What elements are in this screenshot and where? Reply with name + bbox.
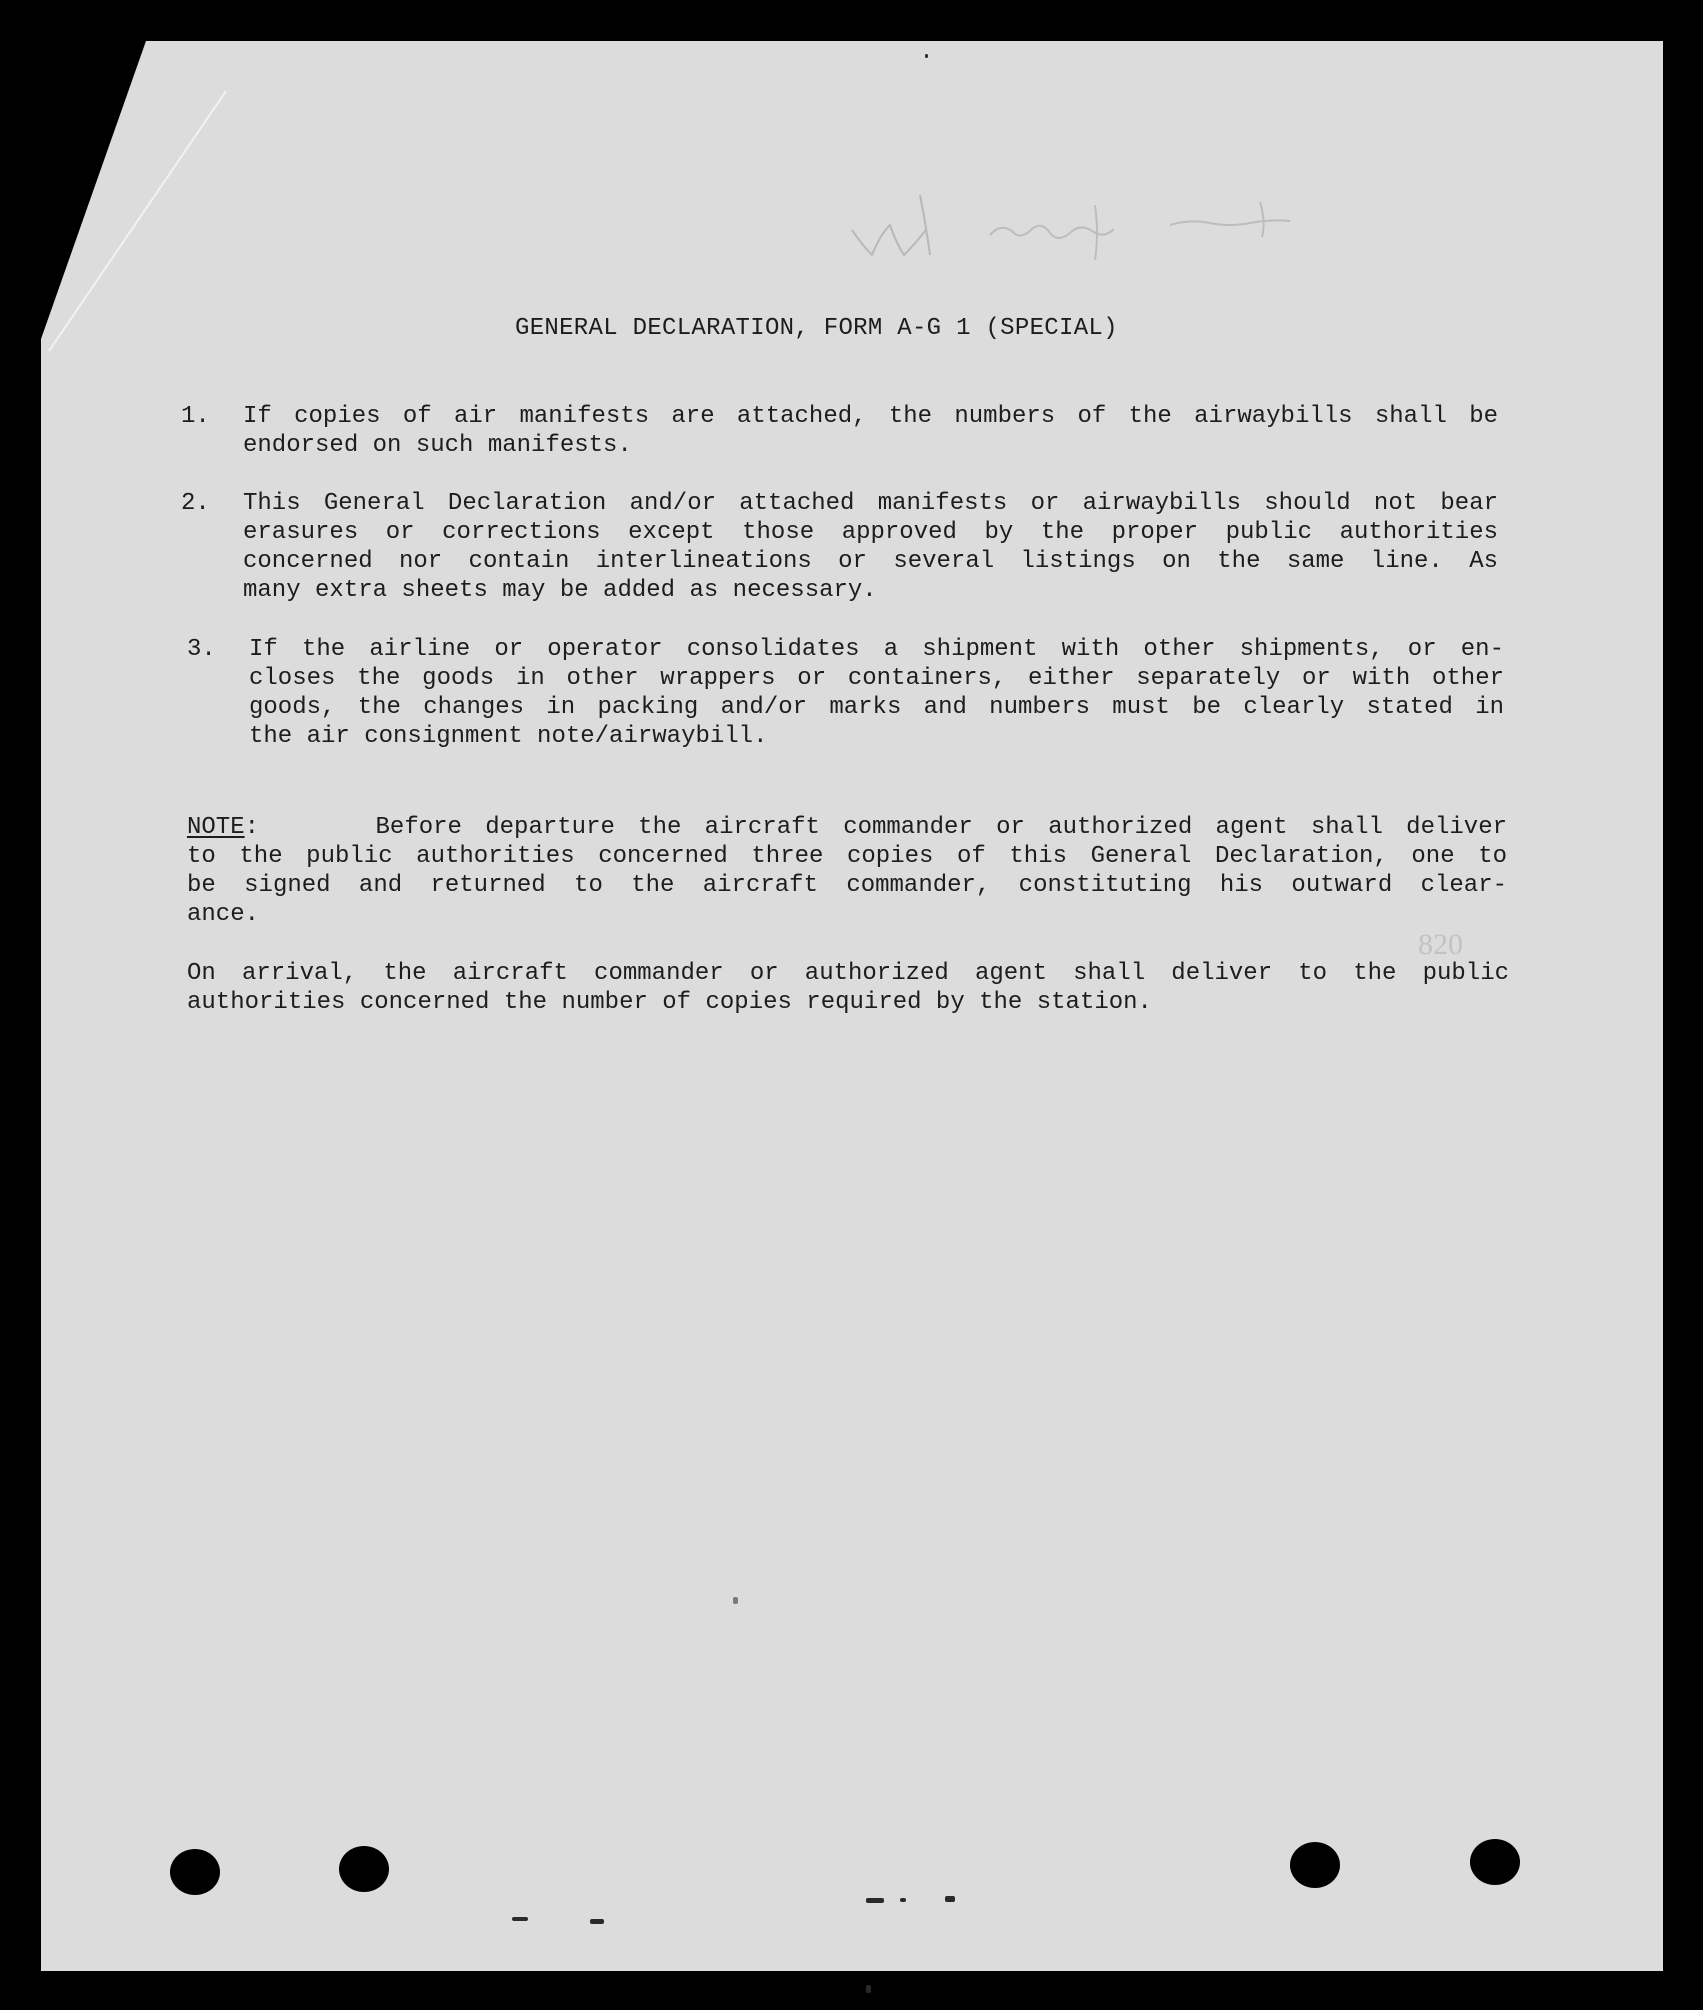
list-item-line: erasures or corrections except those approved by the proper public authorities xyxy=(243,519,1498,546)
list-item-line: goods, the changes in packing and/or marks and numbers must be clearly stated in xyxy=(249,694,1504,721)
note-line: ance. xyxy=(187,901,260,928)
note-line: be signed and returned to the aircraft commander, constituting his outward clear- xyxy=(187,872,1507,899)
paper-speck xyxy=(900,1898,906,1902)
page-title: GENERAL DECLARATION, FORM A-G 1 (SPECIAL) xyxy=(515,315,1118,342)
list-item xyxy=(243,402,1498,460)
paper-speck xyxy=(945,1896,955,1902)
arrival-line: authorities concerned the number of copies required by the station. xyxy=(187,989,1152,1016)
note-colon: : xyxy=(244,814,260,841)
list-item-line: If the airline or operator consolidates a shipment with other shipments, or en- xyxy=(249,636,1504,663)
note-first-line-text: Before departure the aircraft commander or authorized agent shall deliver xyxy=(375,814,1507,841)
note-first-line xyxy=(187,813,1507,842)
note-label: NOTE xyxy=(187,814,245,841)
punch-hole xyxy=(1290,1842,1340,1888)
punch-hole xyxy=(1470,1839,1520,1885)
paper-speck xyxy=(512,1917,528,1921)
arrival-paragraph xyxy=(187,959,1509,1017)
note-paragraph xyxy=(187,813,1507,929)
note-line: to the public authorities concerned three copies of this General Declaration, one to xyxy=(187,843,1507,870)
list-item-number: 3. xyxy=(187,636,216,663)
arrival-line: On arrival, the aircraft commander or authorized agent shall deliver to the public xyxy=(187,960,1509,987)
list-item-line: the air consignment note/airwaybill. xyxy=(249,723,768,750)
list-item-line: This General Declaration and/or attached manifests or airwaybills should not bear xyxy=(243,490,1498,517)
punch-hole xyxy=(170,1849,220,1895)
paper-speck xyxy=(925,54,928,58)
paper-speck xyxy=(866,1985,871,1993)
list-item-line: concerned nor contain interlineations or several listings on the same line. As xyxy=(243,548,1498,575)
paper-speck xyxy=(866,1898,884,1903)
paper-speck xyxy=(733,1597,738,1604)
faint-page-mark: 820 xyxy=(1418,928,1463,961)
list-item-line: closes the goods in other wrappers or containers, either separately or with other xyxy=(249,665,1504,692)
list-item-number: 1. xyxy=(181,403,210,430)
list-item-line: many extra sheets may be added as necessary. xyxy=(243,577,877,604)
list-item-line: If copies of air manifests are attached, the numbers of the airwaybills shall be xyxy=(243,403,1498,430)
list-item xyxy=(243,489,1498,605)
list-item-line: endorsed on such manifests. xyxy=(243,432,632,459)
list-item xyxy=(249,635,1504,751)
list-item-number: 2. xyxy=(181,490,210,517)
paper-speck xyxy=(590,1919,604,1924)
punch-hole xyxy=(339,1846,389,1892)
